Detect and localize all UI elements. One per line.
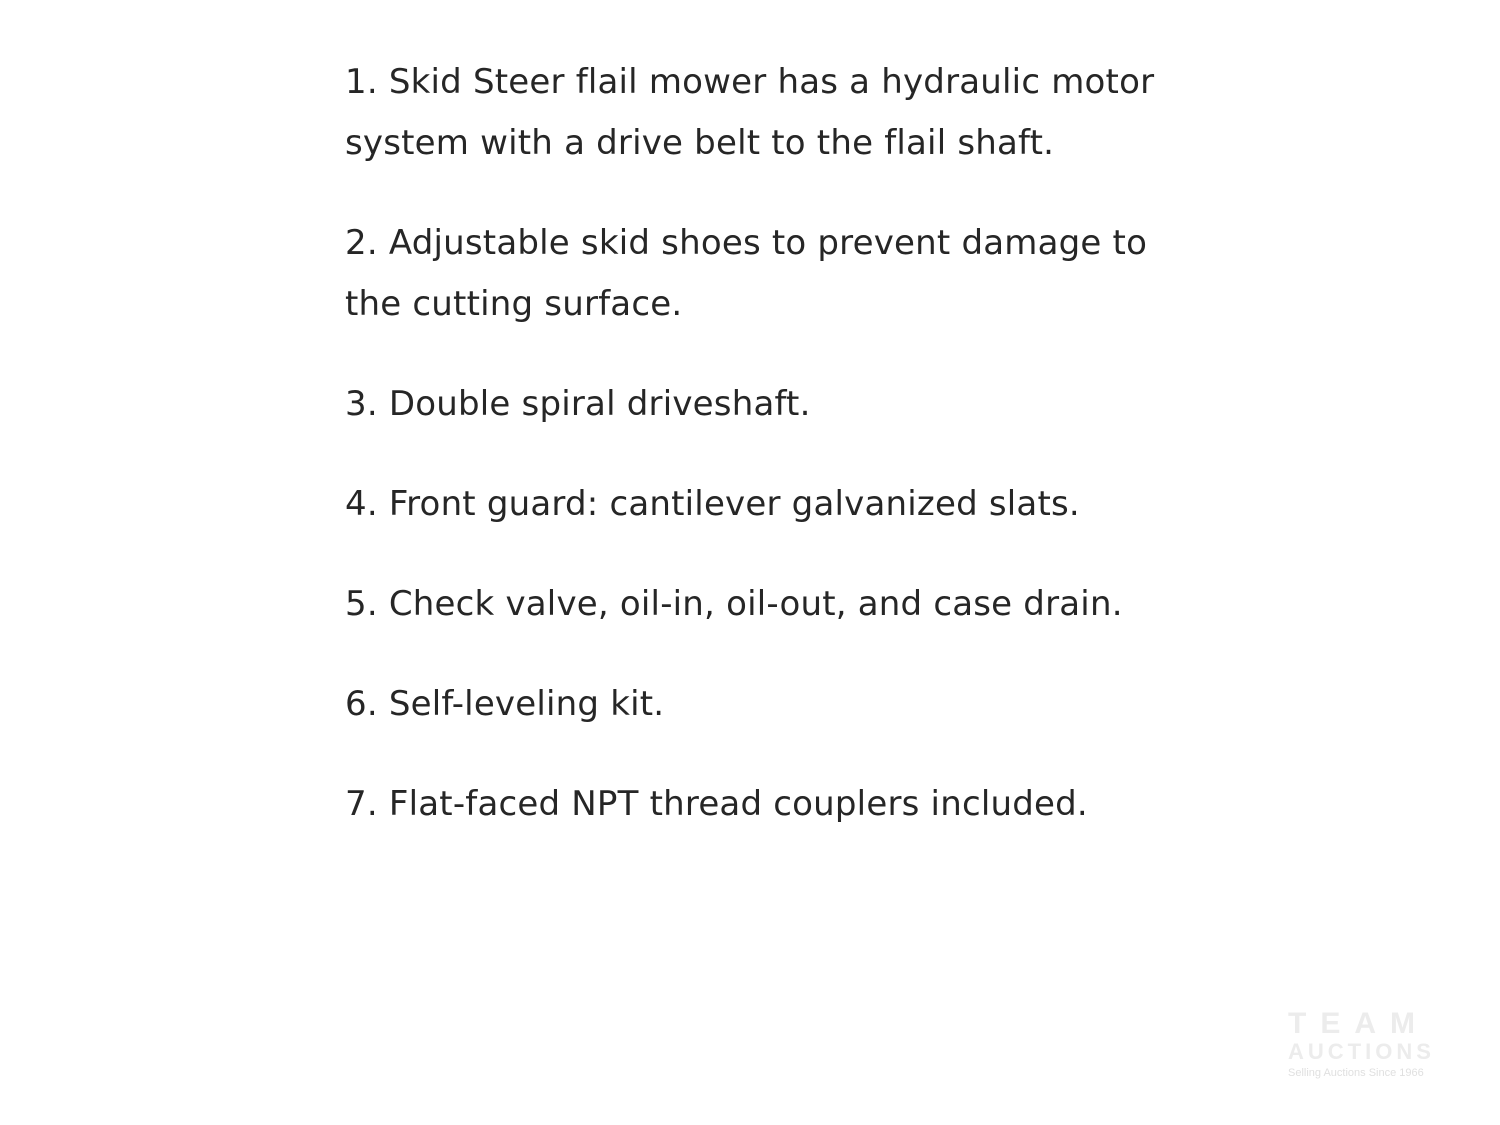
feature-list	[345, 52, 1175, 835]
feature-item-5: 5. Check valve, oil-in, oil-out, and case drain.	[345, 584, 1123, 624]
team-auctions-watermark	[1288, 1008, 1438, 1080]
feature-item-7: 7. Flat-faced NPT thread couplers included.	[345, 784, 1088, 824]
feature-item-1: 1. Skid Steer flail mower has a hydraulic motor system with a drive belt to the flail shaft.	[345, 62, 1155, 163]
feature-item-6: 6. Self-leveling kit.	[345, 684, 665, 724]
watermark-team: TEAM	[1288, 1007, 1429, 1040]
watermark-tagline: Selling Auctions Since 1966	[1288, 1067, 1424, 1079]
feature-item-2: 2. Adjustable skid shoes to prevent damage to the cutting surface.	[345, 223, 1148, 324]
feature-item-4: 4. Front guard: cantilever galvanized slats.	[345, 484, 1080, 524]
watermark-auctions: AUCTIONS	[1288, 1039, 1435, 1064]
feature-item-3: 3. Double spiral driveshaft.	[345, 384, 811, 424]
